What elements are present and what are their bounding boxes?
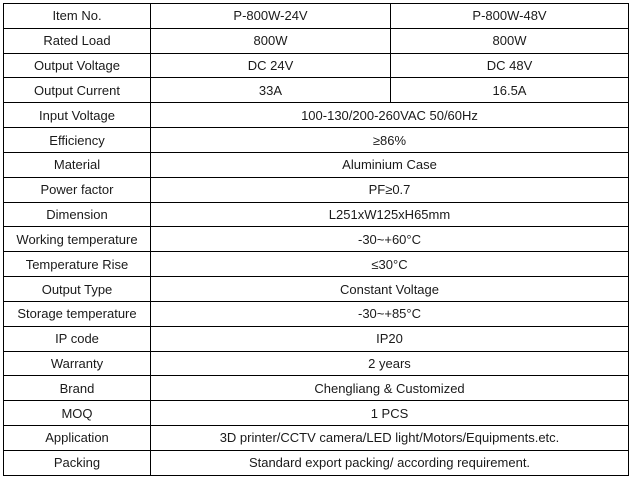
- spec-label: IP code: [4, 326, 151, 351]
- spec-value: Standard export packing/ according requirement.: [151, 450, 629, 475]
- spec-value: L251xW125xH65mm: [151, 202, 629, 227]
- spec-value-col2: 800W: [391, 28, 629, 53]
- table-row: [4, 426, 629, 451]
- table-row: [4, 326, 629, 351]
- spec-label: Warranty: [4, 351, 151, 376]
- spec-label: Output Type: [4, 277, 151, 302]
- spec-label: MOQ: [4, 401, 151, 426]
- table-row: [4, 53, 629, 78]
- table-row: [4, 177, 629, 202]
- table-row: [4, 227, 629, 252]
- spec-label: Working temperature: [4, 227, 151, 252]
- spec-value-col2: DC 48V: [391, 53, 629, 78]
- spec-label: Output Voltage: [4, 53, 151, 78]
- spec-label: Storage temperature: [4, 301, 151, 326]
- table-row: [4, 376, 629, 401]
- spec-value: 2 years: [151, 351, 629, 376]
- spec-value: 100-130/200-260VAC 50/60Hz: [151, 103, 629, 128]
- spec-label: Item No.: [4, 4, 151, 29]
- spec-value: -30~+60°C: [151, 227, 629, 252]
- table-row: [4, 128, 629, 153]
- spec-value: IP20: [151, 326, 629, 351]
- spec-value: 1 PCS: [151, 401, 629, 426]
- spec-value: ≥86%: [151, 128, 629, 153]
- spec-label: Power factor: [4, 177, 151, 202]
- spec-label: Output Current: [4, 78, 151, 103]
- spec-value-col1: 33A: [151, 78, 391, 103]
- table-row: [4, 252, 629, 277]
- table-row: [4, 78, 629, 103]
- spec-label: Efficiency: [4, 128, 151, 153]
- spec-value-col2: 16.5A: [391, 78, 629, 103]
- spec-label: Application: [4, 426, 151, 451]
- spec-value-col1: DC 24V: [151, 53, 391, 78]
- table-row: [4, 450, 629, 475]
- spec-label: Dimension: [4, 202, 151, 227]
- spec-value: -30~+85°C: [151, 301, 629, 326]
- spec-value: ≤30°C: [151, 252, 629, 277]
- table-row: [4, 401, 629, 426]
- spec-value: PF≥0.7: [151, 177, 629, 202]
- spec-label: Temperature Rise: [4, 252, 151, 277]
- table-row: [4, 103, 629, 128]
- spec-value-col1: P-800W-24V: [151, 4, 391, 29]
- spec-table-body: [4, 4, 629, 476]
- spec-value: Chengliang & Customized: [151, 376, 629, 401]
- spec-value-col2: P-800W-48V: [391, 4, 629, 29]
- table-row: [4, 4, 629, 29]
- spec-label: Rated Load: [4, 28, 151, 53]
- spec-label: Material: [4, 152, 151, 177]
- table-row: [4, 152, 629, 177]
- spec-value-col1: 800W: [151, 28, 391, 53]
- spec-label: Input Voltage: [4, 103, 151, 128]
- spec-value: 3D printer/CCTV camera/LED light/Motors/Equipments.etc.: [151, 426, 629, 451]
- table-row: [4, 351, 629, 376]
- spec-value: Constant Voltage: [151, 277, 629, 302]
- spec-label: Brand: [4, 376, 151, 401]
- spec-label: Packing: [4, 450, 151, 475]
- table-row: [4, 202, 629, 227]
- spec-table: [3, 3, 629, 476]
- table-row: [4, 28, 629, 53]
- spec-value: Aluminium Case: [151, 152, 629, 177]
- table-row: [4, 301, 629, 326]
- table-row: [4, 277, 629, 302]
